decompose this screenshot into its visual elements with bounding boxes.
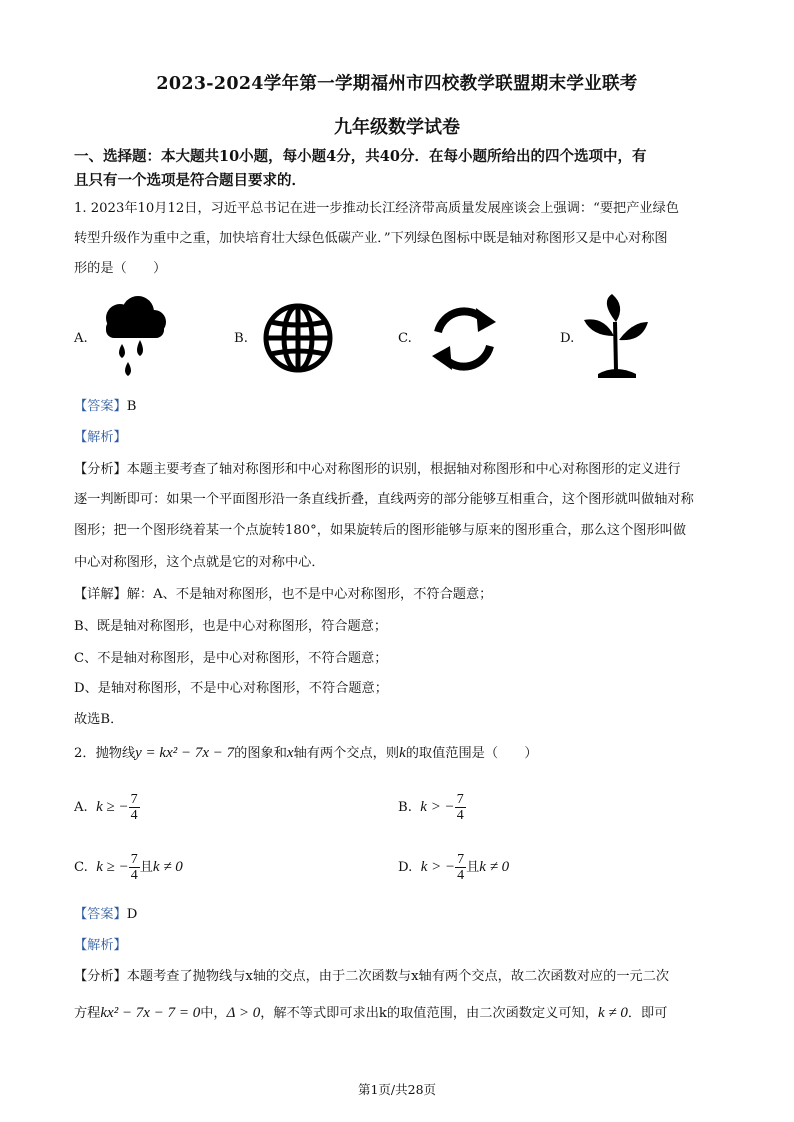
q1-fenxi-line3: 图形；把一个图形绕着某一个点旋转180°，如果旋转后的图形能够与原来的图形重合，那么这个图形叫做 [74,523,687,538]
q1-xiangjie-line3: C、不是轴对称图形，是中心对称图形，不符合题意； [74,651,388,666]
q2-option-a-fraction [129,792,140,823]
q2-option-a-numerator: 7 [130,792,138,807]
q2-stem-mid2: 轴有两个交点，则 [293,746,400,761]
exam-title: 2023-2024学年第一学期福州市四校教学联盟期末学业联考 [156,74,638,94]
q2-option-c-lhs: k ≥ − [96,859,129,875]
q1-fenxi-tag: 【分析】 [74,462,127,477]
rain-cloud-icon [98,296,170,382]
q2-option-b-letter: B. [398,800,412,815]
recycle-arrows-icon [424,304,504,374]
q2-fenxi-text2b: 中， [200,1006,227,1021]
q2-answer-line [74,906,724,924]
q2-fenxi-discriminant: Δ > 0 [226,1005,261,1021]
q1-fenxi-line1 [74,461,724,479]
q1-stem-line2: 转型升级作为重中之重，加快培育壮大绿色低碳产业．”下列绿色图标中既是轴对称图形又是中心对称图 [74,231,668,246]
q1-stem-line3: 形的是（ ） [74,261,167,276]
q2-parabola-equation: y = kx² − 7x − 7 [135,745,235,761]
q2-k-variable: k [399,745,406,761]
q1-option-c-letter: C. [398,331,412,346]
q1-xiangjie-line1 [74,586,724,604]
q1-stem-line1: 1. 2023年10月12日，习近平总书记在进一步推动长江经济带高质量发展座谈会上强调：“要把产业绿色 [74,201,679,216]
q2-answer-tag: 【答案】 [74,907,127,922]
q2-fenxi-text2a: 方程 [74,1006,101,1021]
q2-option-c-numerator: 7 [130,852,138,867]
plant-sprout-icon [582,292,652,382]
q2-option-c-fraction [129,852,140,883]
q1-option-b-letter: B. [234,331,248,346]
q2-fenxi-k-condition: k ≠ 0 [597,1005,628,1021]
q1-fenxi-line4: 中心对称图形，这个点就是它的对称中心． [74,555,325,570]
q1-option-a-letter: A. [74,331,88,346]
q1-xiangjie-line4: D、是轴对称图形，不是中心对称图形，不符合题意； [74,681,388,696]
q1-answer-tag: 【答案】 [74,399,127,414]
q2-option-a-denominator: 4 [130,808,138,823]
q2-option-d-lhs: k > − [420,859,456,875]
q2-x-variable: x [286,745,294,761]
q1-answer-value: B [126,399,137,414]
q2-fenxi-line2 [74,1004,724,1023]
q2-option-b-numerator: 7 [456,792,464,807]
q2-stem [74,744,724,763]
q1-analysis-tag: 【解析】 [74,430,127,445]
q1-conclusion: 故选B． [74,712,124,727]
q2-stem-mid: 的图象和 [234,746,287,761]
q1-xiangjie-line2: B、既是轴对称图形，也是中心对称图形，符合题意； [74,619,388,634]
exam-subtitle: 九年级数学试卷 [334,117,460,138]
q1-fenxi-line2: 逐一判断即可：如果一个平面图形沿一条直线折叠，直线两旁的部分能够互相重合，这个图形就叫做轴对称 [74,492,694,507]
q2-option-d-condition: k ≠ 0 [479,859,510,875]
q2-option-d-numerator: 7 [457,852,465,867]
q1-answer-line [74,398,724,416]
q2-option-a-lhs: k ≥ − [96,799,129,815]
q2-option-c-denominator: 4 [130,868,138,883]
globe-icon [262,302,334,374]
q2-option-d-denominator: 4 [457,868,465,883]
q2-option-b-lhs: k > − [420,799,455,815]
q2-option-c [74,852,183,883]
q2-stem-suffix: 的取值范围是（ ） [405,746,538,761]
q2-stem-prefix: 2．抛物线 [74,746,136,761]
q2-option-d-letter: D. [398,860,413,875]
q2-fenxi-tag: 【分析】 [74,969,127,984]
q2-analysis-tag: 【解析】 [74,938,127,953]
q2-fenxi-equation: kx² − 7x − 7 = 0 [100,1005,201,1021]
q1-fenxi-text1: 本题主要考查了轴对称图形和中心对称图形的识别，根据轴对称图形和中心对称图形的定义进行 [126,462,681,477]
q2-option-c-and: 且 [139,860,153,875]
q2-fenxi-text1: 本题考查了抛物线与x轴的交点，由于二次函数与x轴有两个交点，故二次函数对应的一元二次 [126,969,670,984]
q2-fenxi-text2d: ．即可 [627,1006,668,1021]
q2-option-b-fraction [455,792,466,823]
section-heading-line2: 且只有一个选项是符合题目要求的． [74,172,306,189]
q2-option-d-and: 且 [466,860,480,875]
q2-fenxi-text2c: ，解不等式即可求出k的取值范围，由二次函数定义可知， [260,1006,598,1021]
q2-answer-value: D [126,907,138,922]
q2-option-b-denominator: 4 [456,808,464,823]
section-heading-line1: 一、选择题：本大题共10小题，每小题4分，共40分．在每小题所给出的四个选项中，有 [74,148,647,165]
q2-option-d-fraction [455,852,466,883]
q2-fenxi-line1 [74,968,724,986]
q2-option-b [398,792,466,823]
page-number: 第1页/共28页 [357,1082,437,1097]
q1-xiangjie-text1: 解：A、不是轴对称图形，也不是中心对称图形，不符合题意； [126,587,493,602]
q2-option-d [398,852,509,883]
q1-option-d-letter: D. [560,331,575,346]
q2-option-c-letter: C. [74,860,88,875]
q2-option-a-letter: A. [74,800,88,815]
q2-option-a [74,792,140,823]
q2-option-c-condition: k ≠ 0 [152,859,183,875]
q1-xiangjie-tag: 【详解】 [74,587,127,602]
